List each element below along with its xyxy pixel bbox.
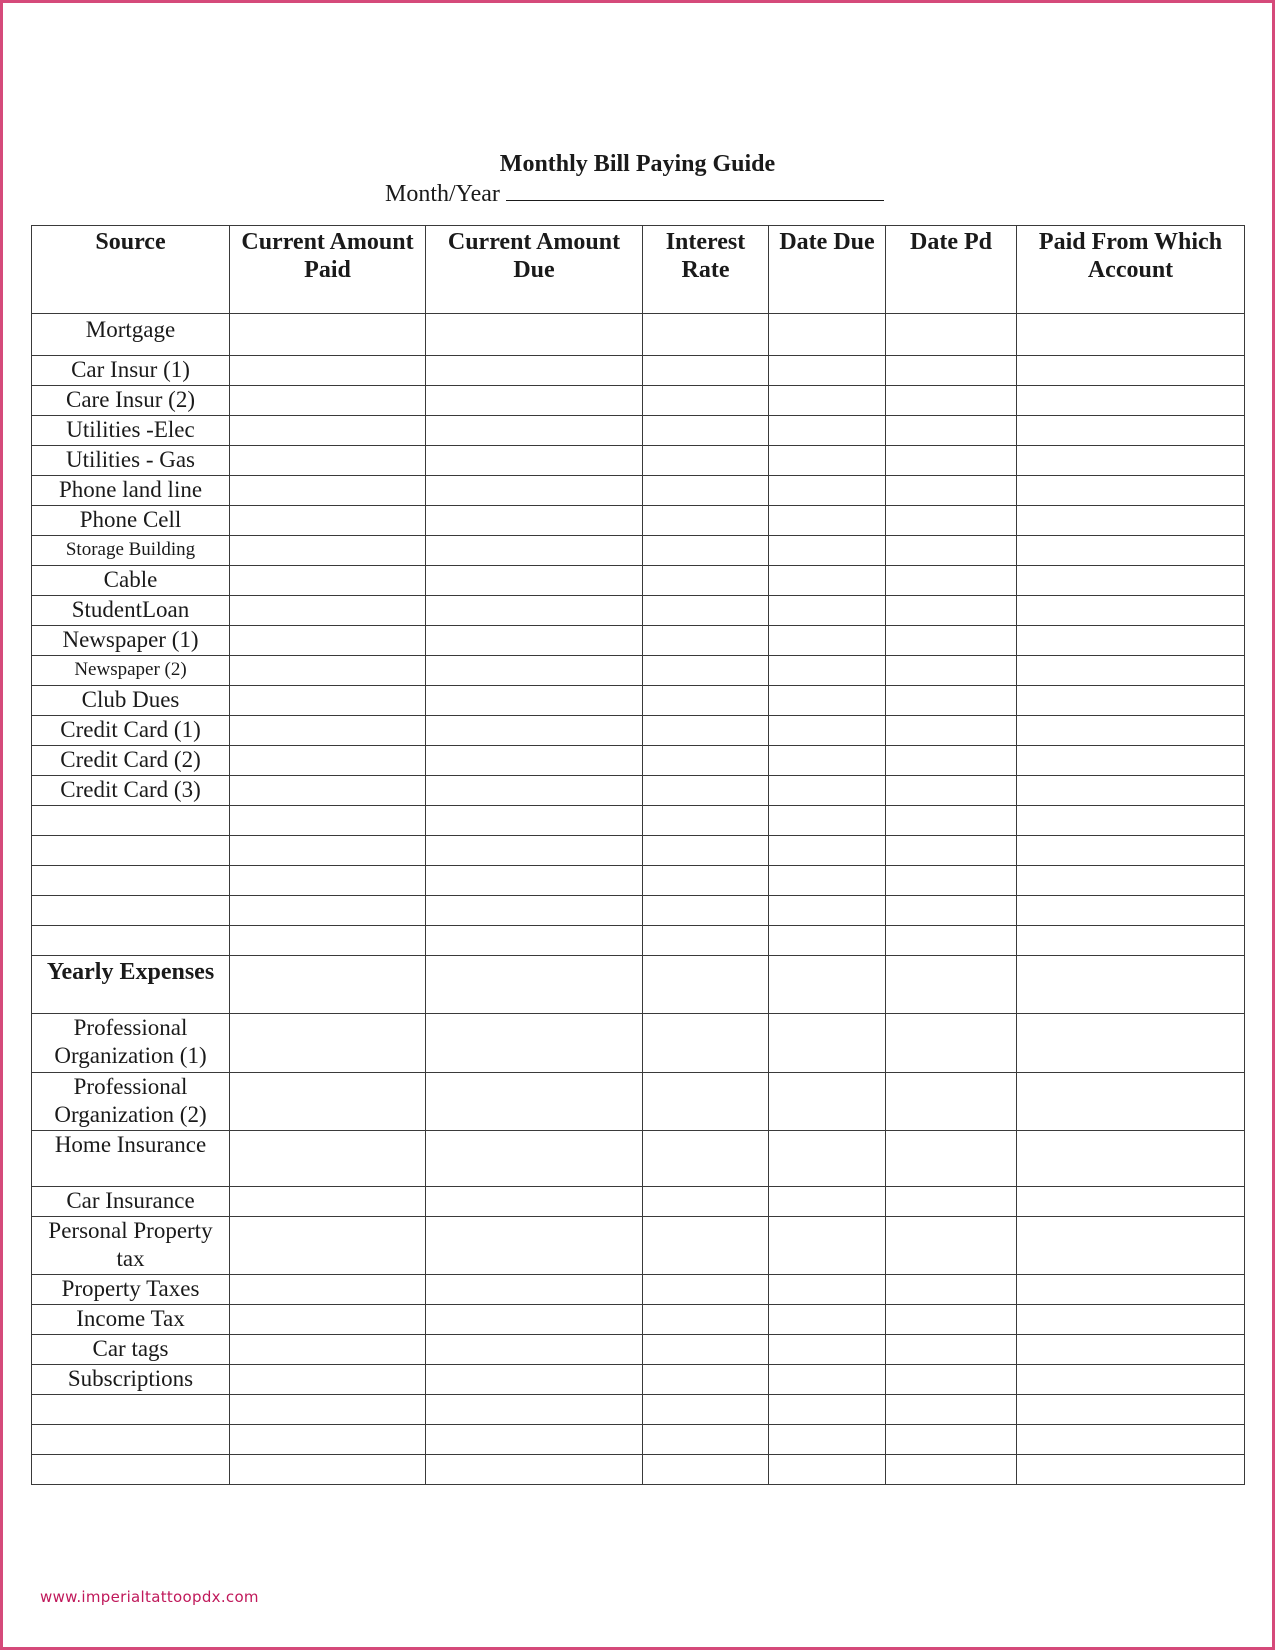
amount-paid-cell[interactable] [230,926,426,956]
amount-paid-cell[interactable] [230,656,426,686]
blank-row [32,836,1245,866]
account-cell[interactable] [1017,686,1245,716]
amount-due-cell[interactable] [426,836,643,866]
date-due-cell[interactable] [769,416,886,446]
account-cell[interactable] [1017,476,1245,506]
account-cell[interactable] [1017,1131,1245,1187]
amount-paid-cell[interactable] [230,536,426,566]
account-cell[interactable] [1017,746,1245,776]
amount-paid-cell[interactable] [230,314,426,356]
interest-rate-cell[interactable] [643,1455,769,1485]
amount-due-cell[interactable] [426,746,643,776]
row-source: Professional Organization (2) [32,1073,230,1131]
header-source: Source [32,226,230,314]
date-due-cell[interactable] [769,1425,886,1455]
amount-paid-cell[interactable] [230,566,426,596]
row-source: Subscriptions [32,1365,230,1395]
date-paid-cell[interactable] [886,1275,1017,1305]
interest-rate-cell[interactable] [643,1335,769,1365]
interest-rate-cell[interactable] [643,956,769,1014]
date-paid-cell[interactable] [886,476,1017,506]
table-row [32,314,1245,356]
amount-due-cell[interactable] [426,896,643,926]
account-cell[interactable] [1017,536,1245,566]
header-date-pd: Date Pd [886,226,1017,314]
month-year-blank[interactable] [506,178,884,201]
date-paid-cell[interactable] [886,686,1017,716]
interest-rate-cell[interactable] [643,1131,769,1187]
account-cell[interactable] [1017,314,1245,356]
interest-rate-cell[interactable] [643,446,769,476]
amount-due-cell[interactable] [426,1455,643,1485]
date-paid-cell[interactable] [886,776,1017,806]
date-due-cell[interactable] [769,506,886,536]
amount-paid-cell[interactable] [230,1335,426,1365]
source-cell[interactable] [32,926,230,956]
date-due-cell[interactable] [769,1073,886,1131]
row-source: Cable [32,566,230,596]
amount-due-cell[interactable] [426,536,643,566]
yearly-heading-row [32,956,1245,1014]
interest-rate-cell[interactable] [643,314,769,356]
interest-rate-cell[interactable] [643,836,769,866]
account-cell[interactable] [1017,656,1245,686]
header-row [32,226,1245,314]
table-row [32,716,1245,746]
bill-table [31,225,1245,1485]
table-row [32,506,1245,536]
date-paid-cell[interactable] [886,1073,1017,1131]
date-paid-cell[interactable] [886,1305,1017,1335]
interest-rate-cell[interactable] [643,1365,769,1395]
account-cell[interactable] [1017,716,1245,746]
table-row [32,476,1245,506]
row-source: Income Tax [32,1305,230,1335]
blank-row [32,896,1245,926]
row-source: Utilities -Elec [32,416,230,446]
date-due-cell[interactable] [769,626,886,656]
date-paid-cell[interactable] [886,1014,1017,1073]
date-paid-cell[interactable] [886,596,1017,626]
row-source: Credit Card (2) [32,746,230,776]
date-due-cell[interactable] [769,596,886,626]
row-source: Professional Organization (1) [32,1014,230,1073]
amount-due-cell[interactable] [426,656,643,686]
date-due-cell[interactable] [769,1305,886,1335]
row-source: Car Insurance [32,1187,230,1217]
table-row [32,1275,1245,1305]
amount-paid-cell[interactable] [230,506,426,536]
amount-paid-cell[interactable] [230,806,426,836]
amount-due-cell[interactable] [426,686,643,716]
account-cell[interactable] [1017,1455,1245,1485]
amount-due-cell[interactable] [426,416,643,446]
interest-rate-cell[interactable] [643,356,769,386]
amount-due-cell[interactable] [426,1217,643,1275]
header-date-due: Date Due [769,226,886,314]
account-cell[interactable] [1017,1187,1245,1217]
row-source: Newspaper (1) [32,626,230,656]
date-paid-cell[interactable] [886,356,1017,386]
amount-due-cell[interactable] [426,356,643,386]
date-paid-cell[interactable] [886,566,1017,596]
row-source: Credit Card (3) [32,776,230,806]
blank-row [32,1395,1245,1425]
interest-rate-cell[interactable] [643,1187,769,1217]
date-paid-cell[interactable] [886,1187,1017,1217]
row-source: StudentLoan [32,596,230,626]
table-row [32,1187,1245,1217]
amount-due-cell[interactable] [426,596,643,626]
account-cell[interactable] [1017,1395,1245,1425]
amount-due-cell[interactable] [426,446,643,476]
source-cell[interactable] [32,1455,230,1485]
row-source: Care Insur (2) [32,386,230,416]
row-source: Home Insurance [32,1131,230,1187]
amount-due-cell[interactable] [426,1131,643,1187]
date-paid-cell[interactable] [886,446,1017,476]
interest-rate-cell[interactable] [643,476,769,506]
amount-due-cell[interactable] [426,716,643,746]
account-cell[interactable] [1017,416,1245,446]
amount-paid-cell[interactable] [230,356,426,386]
date-due-cell[interactable] [769,536,886,566]
amount-due-cell[interactable] [426,626,643,656]
amount-due-cell[interactable] [426,776,643,806]
interest-rate-cell[interactable] [643,1217,769,1275]
interest-rate-cell[interactable] [643,926,769,956]
date-paid-cell[interactable] [886,506,1017,536]
date-paid-cell[interactable] [886,386,1017,416]
interest-rate-cell[interactable] [643,746,769,776]
account-cell[interactable] [1017,1365,1245,1395]
date-due-cell[interactable] [769,1395,886,1425]
amount-due-cell[interactable] [426,314,643,356]
account-cell[interactable] [1017,956,1245,1014]
date-due-cell[interactable] [769,1455,886,1485]
amount-paid-cell[interactable] [230,596,426,626]
account-cell[interactable] [1017,926,1245,956]
date-paid-cell[interactable] [886,536,1017,566]
account-cell[interactable] [1017,566,1245,596]
interest-rate-cell[interactable] [643,1395,769,1425]
amount-due-cell[interactable] [426,1365,643,1395]
date-due-cell[interactable] [769,956,886,1014]
interest-rate-cell[interactable] [643,776,769,806]
blank-row [32,926,1245,956]
interest-rate-cell[interactable] [643,1014,769,1073]
row-source: Club Dues [32,686,230,716]
table-row [32,416,1245,446]
amount-paid-cell[interactable] [230,386,426,416]
account-cell[interactable] [1017,806,1245,836]
amount-paid-cell[interactable] [230,476,426,506]
amount-paid-cell[interactable] [230,1365,426,1395]
table-row [32,1305,1245,1335]
date-due-cell[interactable] [769,866,886,896]
amount-due-cell[interactable] [426,1395,643,1425]
row-source: Car tags [32,1335,230,1365]
date-due-cell[interactable] [769,656,886,686]
table-row [32,1217,1245,1275]
table-row [32,626,1245,656]
amount-due-cell[interactable] [426,1335,643,1365]
account-cell[interactable] [1017,1305,1245,1335]
date-paid-cell[interactable] [886,926,1017,956]
header-interest-rate: Interest Rate [643,226,769,314]
date-due-cell[interactable] [769,446,886,476]
date-due-cell[interactable] [769,836,886,866]
yearly-expenses-heading: Yearly Expenses [32,956,230,1014]
interest-rate-cell[interactable] [643,506,769,536]
table-row [32,686,1245,716]
header-current-amount-paid: Current Amount Paid [230,226,426,314]
row-source: Phone land line [32,476,230,506]
amount-due-cell[interactable] [426,926,643,956]
date-due-cell[interactable] [769,1131,886,1187]
date-due-cell[interactable] [769,1187,886,1217]
date-paid-cell[interactable] [886,626,1017,656]
amount-paid-cell[interactable] [230,686,426,716]
amount-due-cell[interactable] [426,1187,643,1217]
interest-rate-cell[interactable] [643,1425,769,1455]
row-source: Property Taxes [32,1275,230,1305]
table-row [32,656,1245,686]
date-paid-cell[interactable] [886,956,1017,1014]
interest-rate-cell[interactable] [643,716,769,746]
source-cell[interactable] [32,806,230,836]
table-row [32,596,1245,626]
amount-paid-cell[interactable] [230,1305,426,1335]
amount-paid-cell[interactable] [230,1187,426,1217]
blank-row [32,1425,1245,1455]
table-row [32,1131,1245,1187]
account-cell[interactable] [1017,1014,1245,1073]
amount-paid-cell[interactable] [230,956,426,1014]
table-row [32,386,1245,416]
table-row [32,1073,1245,1131]
amount-paid-cell[interactable] [230,836,426,866]
source-cell[interactable] [32,1425,230,1455]
row-source: Credit Card (1) [32,716,230,746]
date-due-cell[interactable] [769,716,886,746]
date-due-cell[interactable] [769,1014,886,1073]
interest-rate-cell[interactable] [643,686,769,716]
amount-paid-cell[interactable] [230,416,426,446]
amount-due-cell[interactable] [426,1305,643,1335]
amount-paid-cell[interactable] [230,1425,426,1455]
row-source: Storage Building [32,536,230,566]
account-cell[interactable] [1017,896,1245,926]
source-cell[interactable] [32,836,230,866]
date-paid-cell[interactable] [886,314,1017,356]
source-cell[interactable] [32,896,230,926]
row-source: Personal Property tax [32,1217,230,1275]
date-paid-cell[interactable] [886,1335,1017,1365]
month-year-label: Month/Year [385,181,500,207]
interest-rate-cell[interactable] [643,416,769,446]
amount-paid-cell[interactable] [230,1073,426,1131]
account-cell[interactable] [1017,1073,1245,1131]
account-cell[interactable] [1017,776,1245,806]
date-due-cell[interactable] [769,686,886,716]
amount-paid-cell[interactable] [230,1014,426,1073]
date-paid-cell[interactable] [886,1395,1017,1425]
account-cell[interactable] [1017,386,1245,416]
row-source: Car Insur (1) [32,356,230,386]
blank-row [32,866,1245,896]
date-due-cell[interactable] [769,1365,886,1395]
interest-rate-cell[interactable] [643,596,769,626]
amount-paid-cell[interactable] [230,1455,426,1485]
interest-rate-cell[interactable] [643,626,769,656]
interest-rate-cell[interactable] [643,656,769,686]
amount-paid-cell[interactable] [230,776,426,806]
date-paid-cell[interactable] [886,1217,1017,1275]
interest-rate-cell[interactable] [643,806,769,836]
date-due-cell[interactable] [769,1275,886,1305]
amount-due-cell[interactable] [426,956,643,1014]
table-row [32,776,1245,806]
account-cell[interactable] [1017,596,1245,626]
table-row [32,1365,1245,1395]
row-source: Utilities - Gas [32,446,230,476]
page-title: Monthly Bill Paying Guide [499,151,776,177]
source-cell[interactable] [32,1395,230,1425]
row-source: Phone Cell [32,506,230,536]
date-paid-cell[interactable] [886,1455,1017,1485]
date-paid-cell[interactable] [886,716,1017,746]
amount-due-cell[interactable] [426,1425,643,1455]
interest-rate-cell[interactable] [643,1073,769,1131]
date-due-cell[interactable] [769,1217,886,1275]
footer-watermark[interactable]: www.imperialtattoopdx.com [40,1588,259,1606]
date-paid-cell[interactable] [886,866,1017,896]
account-cell[interactable] [1017,1335,1245,1365]
date-due-cell[interactable] [769,386,886,416]
interest-rate-cell[interactable] [643,566,769,596]
table-row [32,536,1245,566]
date-due-cell[interactable] [769,746,886,776]
header-paid-from-account: Paid From Which Account [1017,226,1245,314]
amount-due-cell[interactable] [426,1073,643,1131]
amount-paid-cell[interactable] [230,1131,426,1187]
interest-rate-cell[interactable] [643,866,769,896]
table-row [32,356,1245,386]
interest-rate-cell[interactable] [643,1305,769,1335]
amount-paid-cell[interactable] [230,626,426,656]
date-due-cell[interactable] [769,926,886,956]
date-due-cell[interactable] [769,896,886,926]
amount-due-cell[interactable] [426,806,643,836]
interest-rate-cell[interactable] [643,386,769,416]
account-cell[interactable] [1017,626,1245,656]
interest-rate-cell[interactable] [643,536,769,566]
interest-rate-cell[interactable] [643,1275,769,1305]
account-cell[interactable] [1017,1275,1245,1305]
table-row [32,566,1245,596]
date-due-cell[interactable] [769,566,886,596]
amount-paid-cell[interactable] [230,866,426,896]
blank-row [32,806,1245,836]
amount-due-cell[interactable] [426,1014,643,1073]
amount-due-cell[interactable] [426,476,643,506]
amount-paid-cell[interactable] [230,896,426,926]
amount-due-cell[interactable] [426,566,643,596]
account-cell[interactable] [1017,356,1245,386]
account-cell[interactable] [1017,1425,1245,1455]
amount-due-cell[interactable] [426,506,643,536]
amount-paid-cell[interactable] [230,1275,426,1305]
blank-row [32,1455,1245,1485]
header-current-amount-due: Current Amount Due [426,226,643,314]
month-year-line [385,178,884,208]
table-row [32,1014,1245,1073]
table-row [32,446,1245,476]
amount-paid-cell[interactable] [230,716,426,746]
table-row [32,746,1245,776]
date-due-cell[interactable] [769,314,886,356]
amount-due-cell[interactable] [426,866,643,896]
amount-paid-cell[interactable] [230,746,426,776]
date-due-cell[interactable] [769,776,886,806]
account-cell[interactable] [1017,446,1245,476]
amount-paid-cell[interactable] [230,1395,426,1425]
date-due-cell[interactable] [769,1335,886,1365]
interest-rate-cell[interactable] [643,896,769,926]
date-paid-cell[interactable] [886,656,1017,686]
amount-paid-cell[interactable] [230,446,426,476]
date-due-cell[interactable] [769,476,886,506]
date-paid-cell[interactable] [886,896,1017,926]
date-paid-cell[interactable] [886,1131,1017,1187]
amount-due-cell[interactable] [426,1275,643,1305]
date-due-cell[interactable] [769,356,886,386]
date-paid-cell[interactable] [886,1365,1017,1395]
account-cell[interactable] [1017,836,1245,866]
date-paid-cell[interactable] [886,1425,1017,1455]
date-paid-cell[interactable] [886,416,1017,446]
date-paid-cell[interactable] [886,836,1017,866]
row-source: Mortgage [32,314,230,356]
row-source: Newspaper (2) [32,656,230,686]
date-paid-cell[interactable] [886,806,1017,836]
date-due-cell[interactable] [769,806,886,836]
account-cell[interactable] [1017,1217,1245,1275]
account-cell[interactable] [1017,506,1245,536]
date-paid-cell[interactable] [886,746,1017,776]
account-cell[interactable] [1017,866,1245,896]
amount-paid-cell[interactable] [230,1217,426,1275]
amount-due-cell[interactable] [426,386,643,416]
source-cell[interactable] [32,866,230,896]
table-row [32,1335,1245,1365]
